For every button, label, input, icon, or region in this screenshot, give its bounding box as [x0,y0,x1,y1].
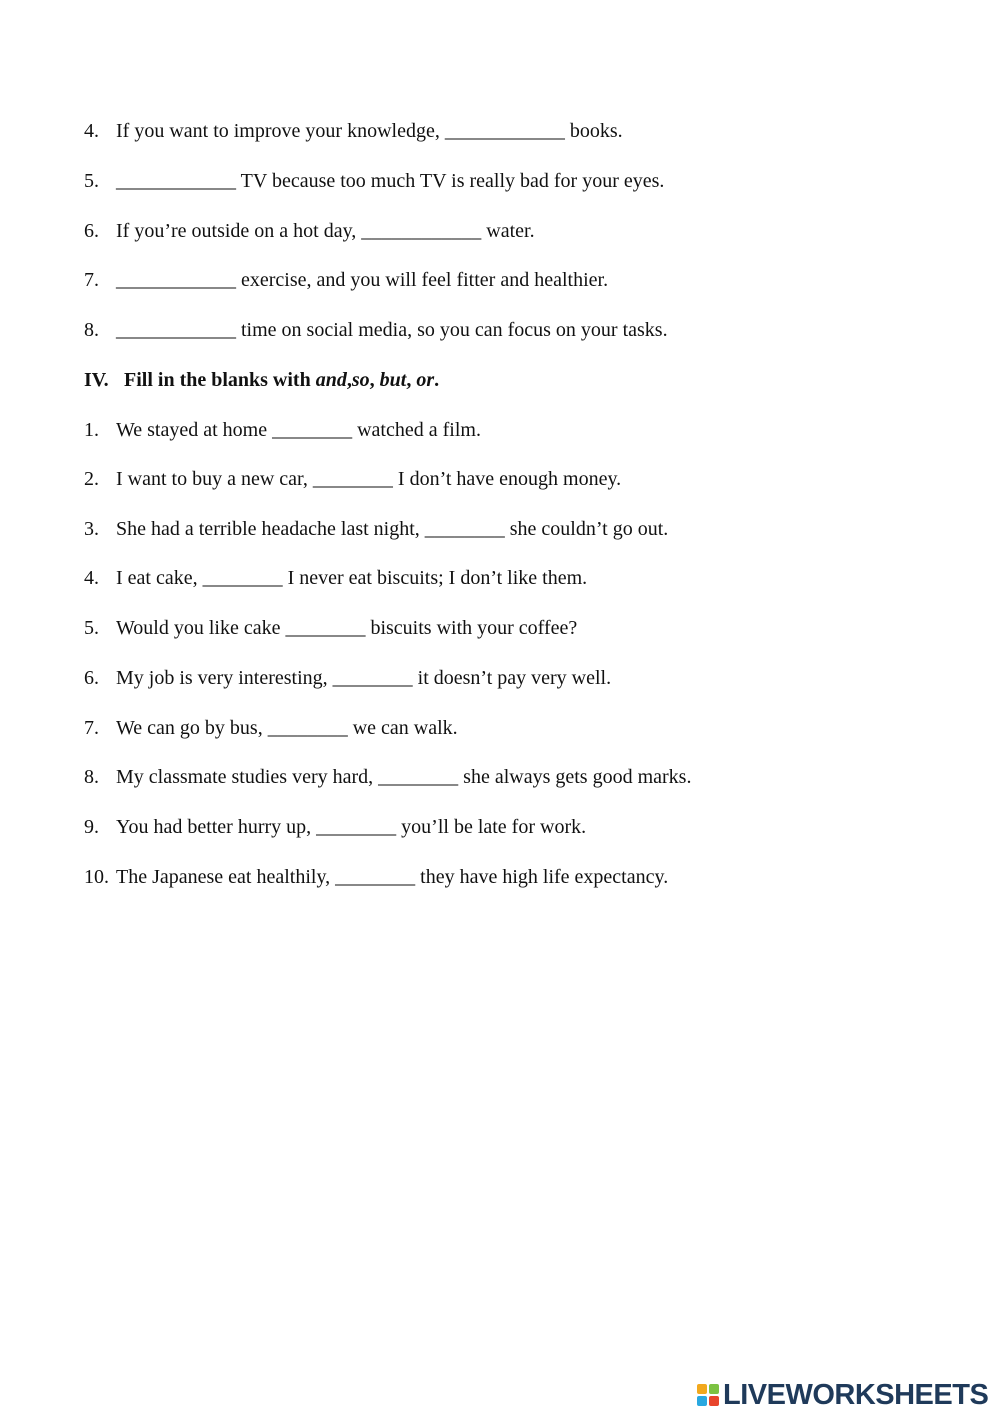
item-text: We stayed at home ________ watched a film. [116,419,481,441]
item-text: I eat cake, ________ I never eat biscuits; I don’t like them. [116,567,588,589]
separator: , [406,369,417,391]
exercise-item-5 [84,169,664,193]
exercise-item-4 [84,119,623,143]
item-text: ____________ time on social media, so you can focus on your tasks. [116,319,668,341]
title-end: . [434,369,440,391]
word-or: or [416,369,435,391]
item-number: 5. [84,617,99,639]
exercise-item-9b [84,815,586,839]
item-text: You had better hurry up, ________ you’ll be late for work. [116,816,587,838]
item-number: 4. [84,567,99,589]
item-text: We can go by bus, ________ we can walk. [116,717,458,739]
item-number: 7. [84,269,99,291]
item-text: If you’re outside on a hot day, ____________ water. [116,220,535,242]
separator: , [369,369,380,391]
logo-square-blue [697,1396,707,1406]
logo-square-green [709,1384,719,1394]
item-number: 1. [84,419,99,441]
item-number: 5. [84,170,99,192]
item-number: 9. [84,816,99,838]
item-text: She had a terrible headache last night, ________ she couldn’t go out. [116,518,669,540]
section-heading [84,368,439,392]
logo-mark-icon [697,1384,719,1406]
exercise-item-1 [84,418,481,442]
logo-text: LIVEWORKSHEETS [723,1378,989,1411]
section-title [124,369,439,391]
exercise-item-5b [84,616,577,640]
section-number: IV. [84,369,109,391]
item-text: I want to buy a new car, ________ I don’t have enough money. [116,468,622,490]
word-so: so [351,369,370,391]
item-number: 10. [84,866,109,888]
item-number: 2. [84,468,99,490]
item-number: 6. [84,220,99,242]
word-and: and [315,369,347,391]
separator: , [346,369,352,391]
exercise-item-6 [84,219,535,243]
item-number: 8. [84,319,99,341]
item-text: My classmate studies very hard, ________ she always gets good marks. [116,766,692,788]
item-number: 6. [84,667,99,689]
exercise-item-4b [84,566,587,590]
item-number: 7. [84,717,99,739]
item-text: ____________ TV because too much TV is really bad for your eyes. [116,170,665,192]
item-text: My job is very interesting, ________ it doesn’t pay very well. [116,667,612,689]
item-number: 8. [84,766,99,788]
exercise-item-8 [84,318,668,342]
exercise-item-7 [84,268,608,292]
exercise-item-8b [84,765,691,789]
logo-square-red [709,1396,719,1406]
liveworksheets-logo [697,1377,988,1413]
title-text: Fill in the blanks with [124,369,316,391]
item-text: ____________ exercise, and you will feel fitter and healthier. [116,269,609,291]
exercise-item-6b [84,666,611,690]
exercise-item-10b [84,865,668,889]
item-number: 4. [84,120,99,142]
exercise-item-7b [84,716,458,740]
word-but: but [379,369,407,391]
item-text: If you want to improve your knowledge, ____________ books. [116,120,623,142]
item-text: Would you like cake ________ biscuits with your coffee? [116,617,578,639]
item-number: 3. [84,518,99,540]
exercise-item-3 [84,517,668,541]
logo-square-yellow [697,1384,707,1394]
exercise-item-2 [84,467,621,491]
item-text: The Japanese eat healthily, ________ they have high life expectancy. [116,866,669,888]
